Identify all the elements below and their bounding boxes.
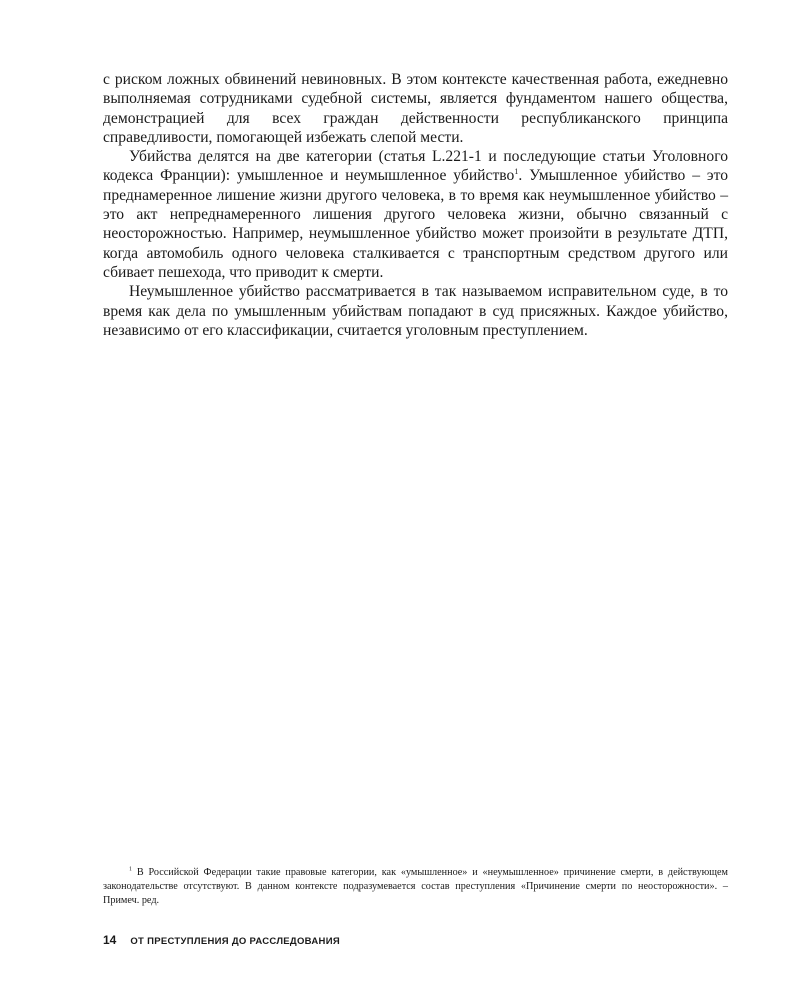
main-text bbox=[103, 70, 728, 340]
page-number: 14 bbox=[103, 933, 117, 947]
paragraph-3: Неумышленное убийство рассматривается в так называемом исправительном суде, в то время как дела по умышленным убийствам попадают в суд присяжных. Каждое убийство, независимо от его классификации, считается уголовным преступлением. bbox=[103, 283, 728, 339]
paragraph-2 bbox=[103, 147, 728, 282]
footnote-reference[interactable]: 1 bbox=[514, 167, 519, 177]
running-title: ОТ ПРЕСТУПЛЕНИЯ ДО РАССЛЕДОВАНИЯ bbox=[130, 936, 340, 947]
running-footer bbox=[103, 933, 340, 947]
paragraph-2-start: Убийства делятся на две категории (статья L.221-1 и последующие статьи Уголовного кодекса Франции): умышленное и неумышленное убийство bbox=[103, 148, 728, 185]
footnote bbox=[103, 866, 728, 909]
paragraph-1: с риском ложных обвинений невиновных. В этом контексте качественная работа, ежедневно выполняемая сотрудниками судебной системы, является фундаментом нашего общества, демонстрацией для всех граждан действенности республиканского принципа справедливости, помогающей избежать слепой мести. bbox=[103, 71, 728, 146]
footnote-marker: 1 bbox=[129, 866, 132, 873]
paragraph-2-end: . Умышленное убийство – это преднамеренное лишение жизни другого человека, в то время как неумышленное убийство – это акт непреднамеренного лишения другого человека жизни, обычно связанный с неосторожностью. Например, неумышленное убийство может произойти в результате ДТП, когда автомобиль одного человека сталкивается с транспортным средством другого или сбивает пешехода, что приводит к смерти. bbox=[103, 167, 728, 281]
footnote-text: В Российской Федерации такие правовые категории, как «умышленное» и «неумышленное» причинение смерти, в действующем законодательстве отсутствуют. В данном контексте подразумевается состав преступления «Причинение смерти по неосторожности». – Примеч. ред. bbox=[103, 867, 728, 907]
